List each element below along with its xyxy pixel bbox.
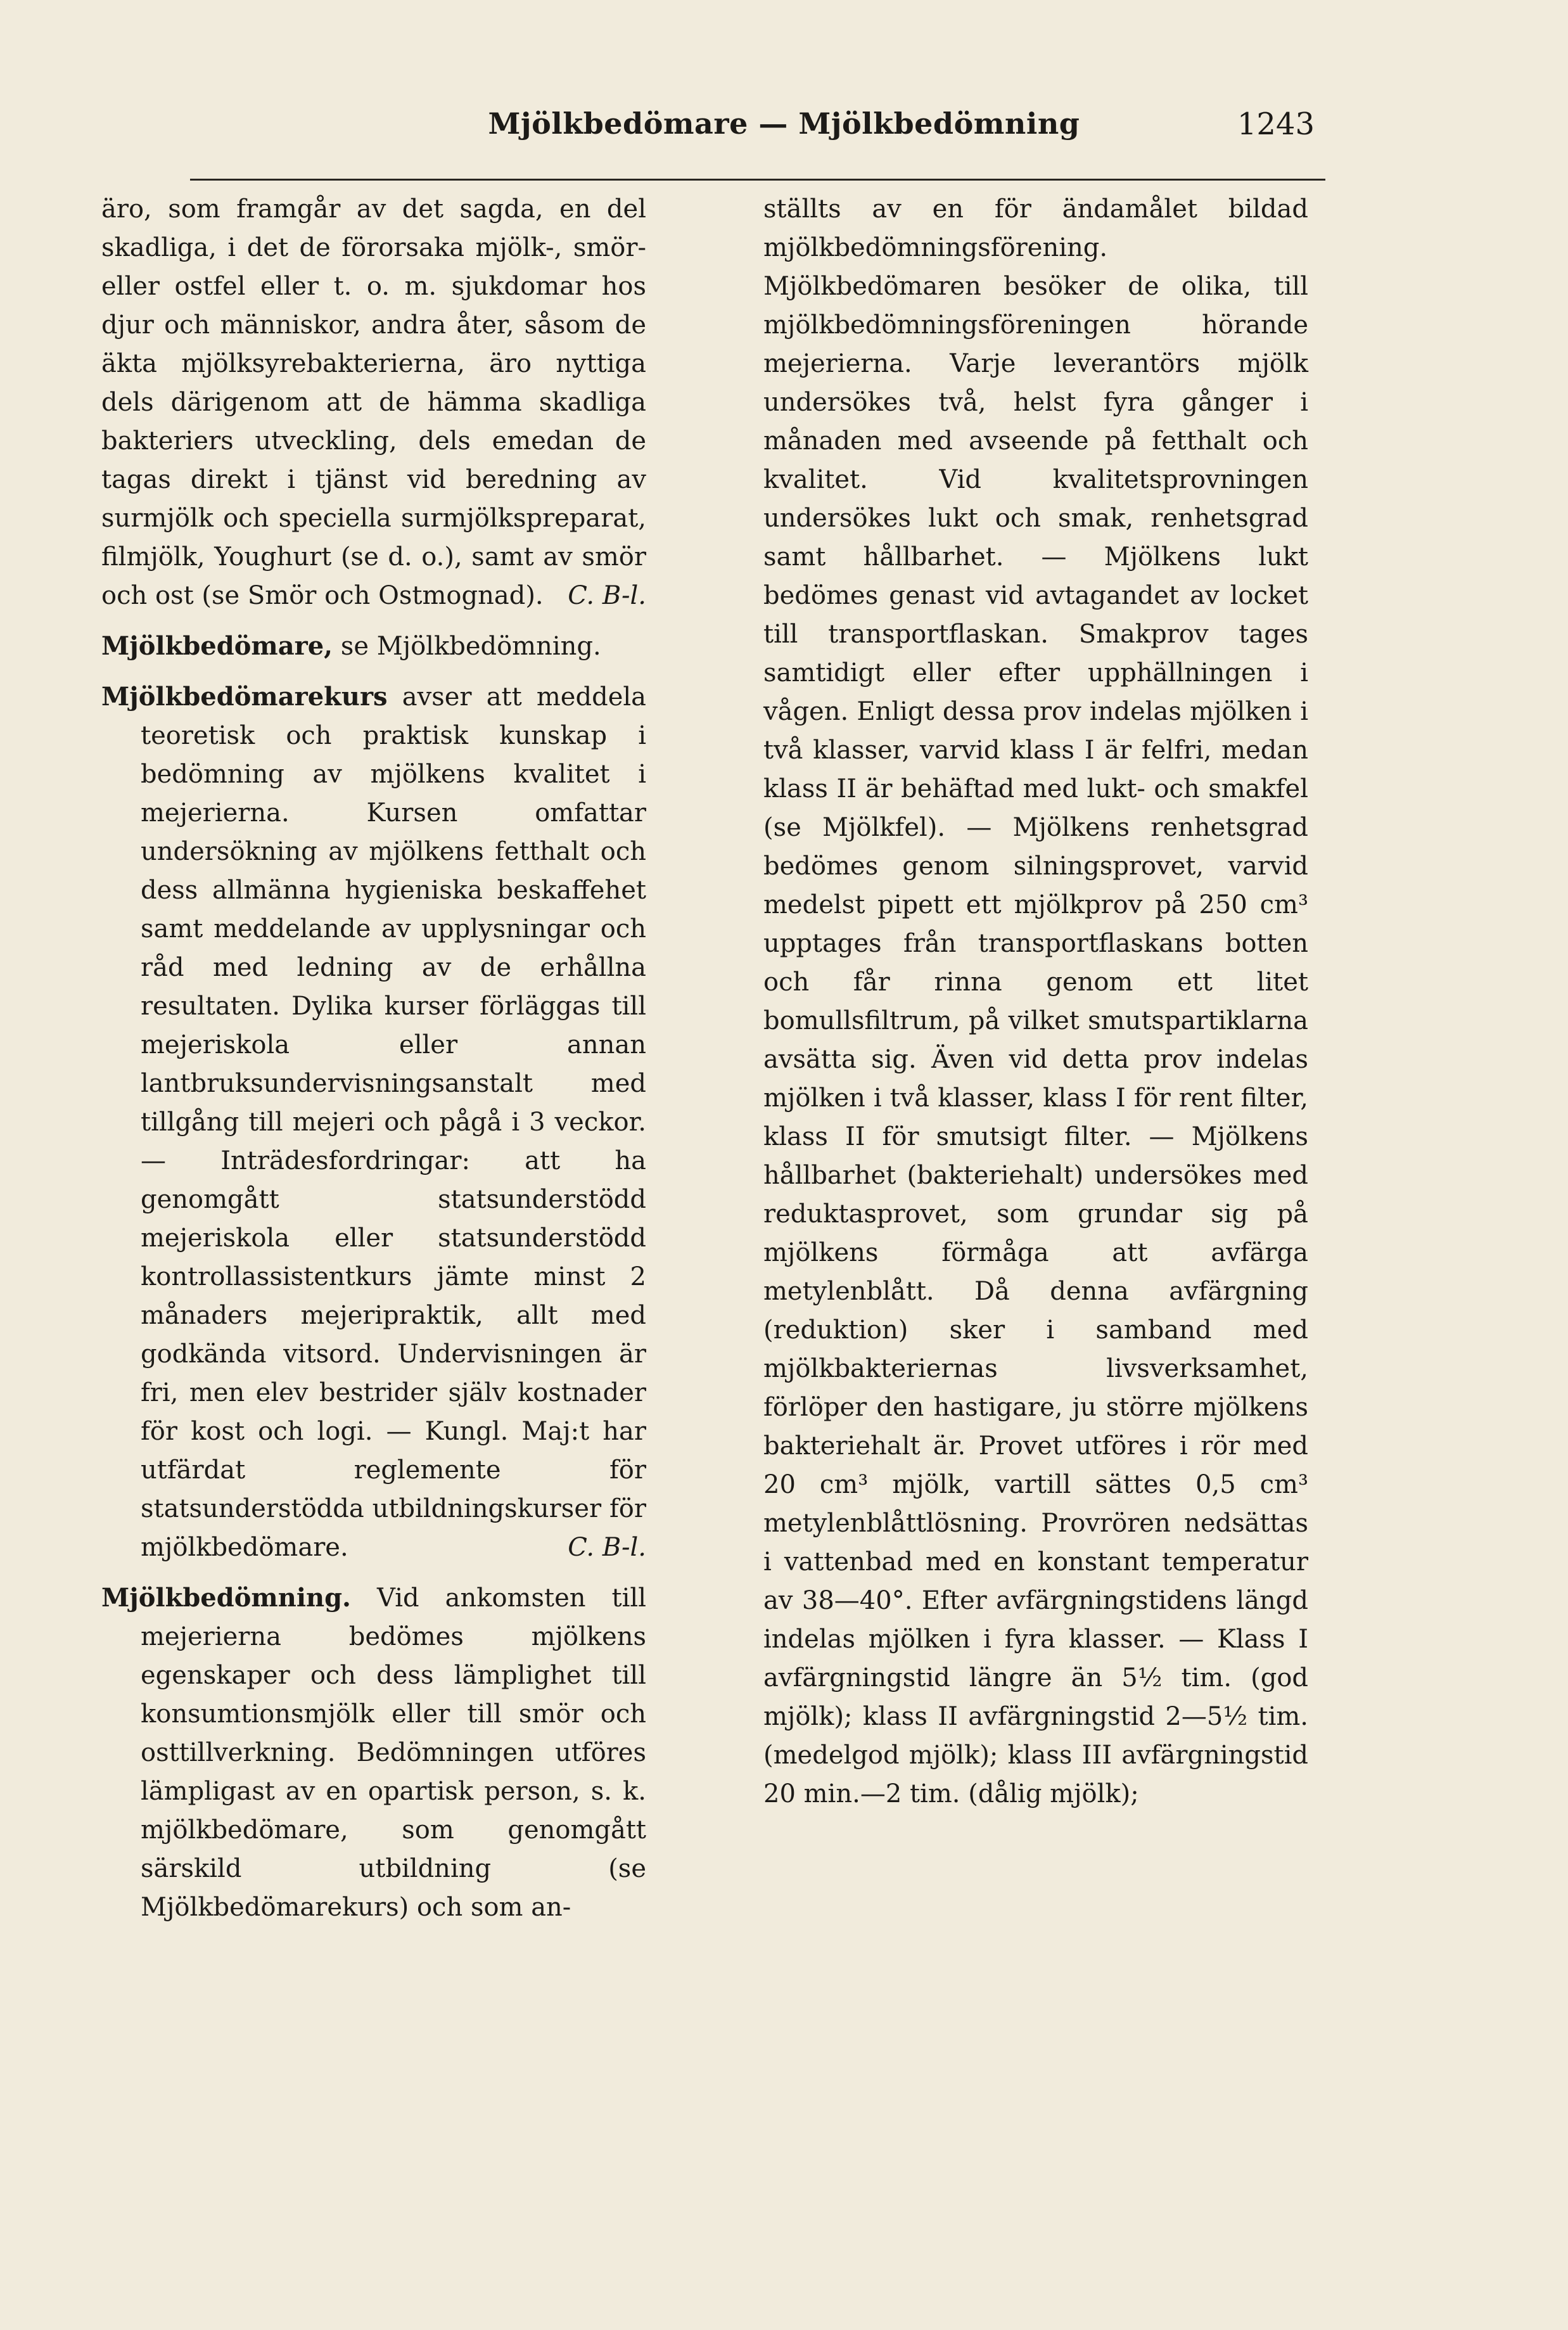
- running-header: Mjölkbedömare — Mjölkbedömning: [488, 106, 1080, 141]
- entry-text: se Mjölkbedömning.: [333, 632, 601, 661]
- entry-text: Vid ankomsten till mejerierna bedömes mjölkens egenskaper och dess lämplighet till konsumtionsmjölk eller till smör och osttillverkning. Bedömningen utföres lämpligast av en opartisk person, s. k. mjölkbedömare, som genomgått särskild utbildning (se Mjölkbedömarekurs) och som an-: [141, 1584, 646, 1922]
- page-number: 1243: [1237, 106, 1315, 142]
- right-column: [763, 190, 1308, 1825]
- author-signature: C. B-l.: [568, 1533, 646, 1562]
- entry-mjolkbedomarekurs: [101, 677, 646, 1567]
- entry-headword: Mjölkbedömare,: [101, 631, 333, 661]
- left-column: [101, 190, 646, 1938]
- entry-mjolkbedomning: [101, 1578, 646, 1927]
- entry-text: avser att meddela teoretisk och praktisk kunskap i bedömning av mjölkens kvalitet i mejerierna. Kursen omfattar undersökning av mjölkens fetthalt och dess allmänna hygieniska beskaffehet samt meddelande av upplysningar och råd med ledning av de erhållna resultaten. Dylika kurser förläggas till mejeriskola eller annan lantbruksundervisningsanstalt med tillgång till mejeri och pågå i 3 veckor. — Inträdesfordringar: att ha genomgått statsunderstödd mejeriskola eller statsunderstödd kontrollassistentkurs jämte minst 2 månaders mejeripraktik, allt med godkända vitsord. Undervisningen är fri, men elev bestrider själv kostnader för kost och logi. — Kungl. Maj:t har utfärdat reglemente för statsunderstödda utbildningskurser för mjölkbedömare.: [141, 682, 646, 1562]
- author-signature: C. B-l.: [568, 581, 646, 610]
- entry-headword: Mjölkbedömning.: [101, 1583, 351, 1613]
- entry-mjolkbedomning-continued: ställts av en för ändamålet bildad mjölkbedömningsförening. Mjölkbedömaren besöker de olika, till mjölkbedömningsföreningen hörande mejerierna. Varje leverantörs mjölk undersökes två, helst fyra gånger i månaden med avseende på fetthalt och kvalitet. Vid kvalitetsprovningen undersökes lukt och smak, renhetsgrad samt hållbarhet. — Mjölkens lukt bedömes genast vid avtagandet av locket till transportflaskan. Smakprov tages samtidigt eller efter upphällningen i vågen. Enligt dessa prov indelas mjölken i två klasser, varvid klass I är felfri, medan klass II är behäftad med lukt- och smakfel (se Mjölkfel). — Mjölkens renhetsgrad bedömes genom silningsprovet, varvid medelst pipett ett mjölkprov på 250 cm³ upptages från transportflaskans botten och får rinna genom ett litet bomullsfiltrum, på vilket smutspartiklarna avsätta sig. Även vid detta prov indelas mjölken i två klasser, klass I för rent filter, klass II för smutsigt filter. — Mjölkens hållbarhet (bakteriehalt) undersökes med reduktasprovet, som grundar sig på mjölkens förmåga att avfärga metylenblått. Då denna avfärgning (reduktion) sker i samband med mjölkbakteriernas livsverksamhet, förlöper den hastigare, ju större mjölkens bakteriehalt är. Provet utföres i rör med 20 cm³ mjölk, vartill sättes 0,5 cm³ metylenblåttlösning. Provrören nedsättas i vattenbad med en konstant temperatur av 38—40°. Efter avfärgningstidens längd indelas mjölken i fyra klasser. — Klass I avfärgningstid längre än 5½ tim. (god mjölk); klass II avfärgningstid 2—5½ tim. (medelgod mjölk); klass III avfärgningstid 20 min.—2 tim. (dålig mjölk);: [763, 195, 1308, 1808]
- entry-headword: Mjölkbedömarekurs: [101, 682, 388, 712]
- header-rule: [190, 179, 1325, 181]
- continuation-paragraph: [101, 190, 646, 615]
- continuation-text: äro, som framgår av det sagda, en del skadliga, i det de förorsaka mjölk-, smör- eller ostfel eller t. o. m. sjukdomar hos djur och människor, andra åter, såsom de äkta mjölksyrebakterierna, äro nyttiga dels därigenom att de hämma skadliga bakteriers utveckling, dels emedan de tagas direkt i tjänst vid beredning av surmjölk och speciella surmjölkspreparat, filmjölk, Youghurt (se d. o.), samt av smör och ost (se Smör och Ostmognad).: [101, 195, 646, 610]
- entry-mjolkbedomare: [101, 627, 646, 666]
